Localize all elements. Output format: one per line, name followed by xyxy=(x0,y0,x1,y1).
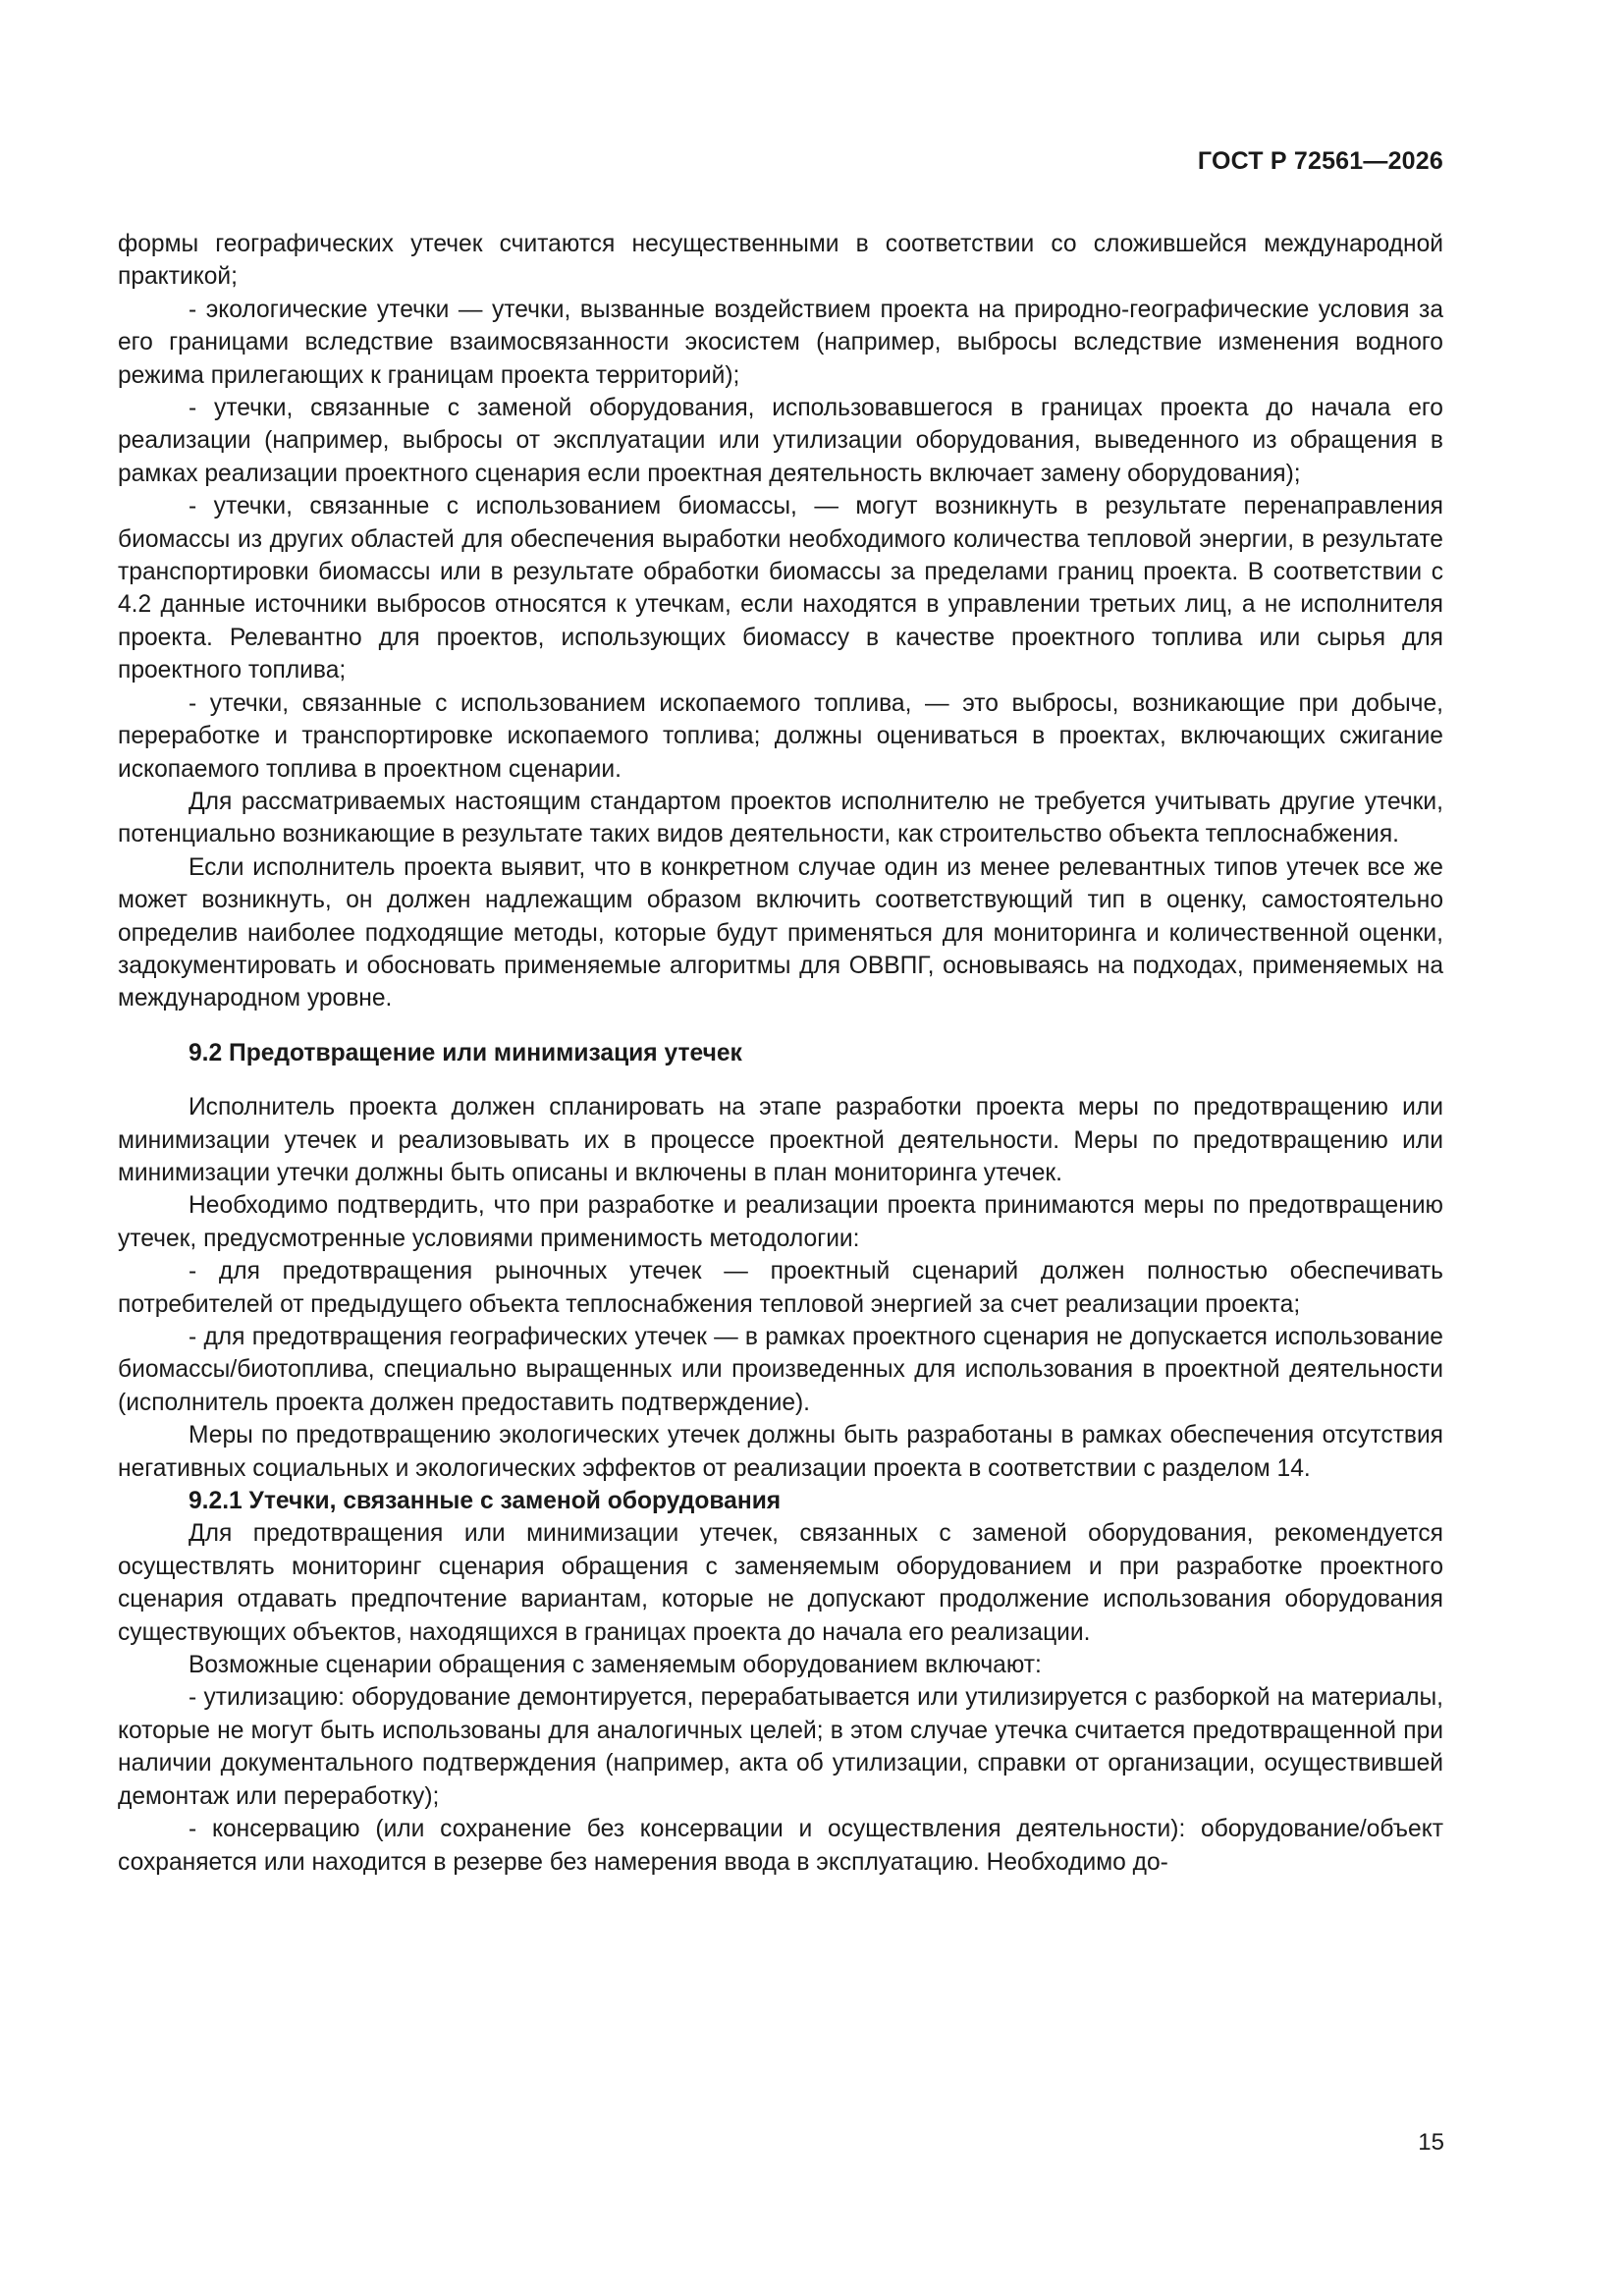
list-item: - утечки, связанные с заменой оборудования, использовавшегося в границах проекта до начала его реализации (например, выбросы от эксплуатации или утилизации оборудования, выведенного из обращения в рамках реализации проектного сценария если проектная деятельность включает замену оборудования); xyxy=(118,395,1443,487)
list-item: - для предотвращения географических утечек — в рамках проектного сценария не допускается использование биомассы/биотоплива, специально выращенных или произведенных для использования в проектной деятельности (исполнитель проекта должен предоставить подтверждение). xyxy=(118,1324,1443,1416)
document-code-header: ГОСТ Р 72561—2026 xyxy=(1197,147,1443,175)
list-item: - для предотвращения рыночных утечек — проектный сценарий должен полностью обеспечивать потребителей от предыдущего объекта теплоснабжения тепловой энергией за счет реализации проекта; xyxy=(118,1258,1443,1318)
paragraph: Для рассматриваемых настоящим стандартом проектов исполнителю не требуется учитывать другие утечки, потенциально возникающие в результате таких видов деятельности, как строительство объекта теплоснабжения. xyxy=(118,788,1443,848)
page-body xyxy=(118,228,1443,1879)
paragraph: формы географических утечек считаются несущественными в соответствии со сложившейся международной практикой; xyxy=(118,231,1443,291)
paragraph: Для предотвращения или минимизации утечек, связанных с заменой оборудования, рекомендуется осуществлять мониторинг сценария обращения с заменяемым оборудованием и при разработке проектного сценария отдавать предпочтение вариантам, которые не допускают продолжение использования оборудования существующих объектов, находящихся в границах проекта до начала его реализации. xyxy=(118,1520,1443,1646)
list-item: - экологические утечки — утечки, вызванные воздействием проекта на природно-географические условия за его границами вследствие взаимосвязанности экосистем (например, выбросы вследствие изменения водного режима прилегающих к границам проекта территорий); xyxy=(118,296,1443,389)
paragraph: Меры по предотвращению экологических утечек должны быть разработаны в рамках обеспечения отсутствия негативных социальных и экологических эффектов от реализации проекта в соответствии с разделом 14. xyxy=(118,1422,1443,1482)
paragraph: Если исполнитель проекта выявит, что в конкретном случае один из менее релевантных типов утечек все же может возникнуть, он должен надлежащим образом включить соответствующий тип в оценку, самостоятельно определив наиболее подходящие методы, которые будут применяться для мониторинга и количественной оценки, задокументировать и обосновать применяемые алгоритмы для ОВВПГ, основываясь на подходах, применяемых на международном уровне. xyxy=(118,853,1443,1012)
paragraph: Исполнитель проекта должен спланировать на этапе разработки проекта меры по предотвращению или минимизации утечек и реализовывать их в процессе проектной деятельности. Меры по предотвращению или минимизации утечки должны быть описаны и включены в план мониторинга утечек. xyxy=(118,1094,1443,1186)
paragraph: Необходимо подтвердить, что при разработке и реализации проекта принимаются меры по предотвращению утечек, предусмотренные условиями применимость методологии: xyxy=(118,1192,1443,1252)
section-heading-9-2-1: 9.2.1 Утечки, связанные с заменой оборудования xyxy=(189,1488,782,1515)
list-item: - утилизацию: оборудование демонтируется, перерабатывается или утилизируется с разборкой на материалы, которые не могут быть использованы для аналогичных целей; в этом случае утечка считается предотвращенной при наличии документального подтверждения (например, акта об утилизации, справки от организации, осуществившей демонтаж или переработку); xyxy=(118,1684,1443,1810)
page-number: 15 xyxy=(1418,2129,1444,2156)
paragraph: Возможные сценарии обращения с заменяемым оборудованием включают: xyxy=(189,1652,1042,1679)
list-item: - консервацию (или сохранение без консервации и осуществления деятельности): оборудование/объект сохраняется или находится в резерве без намерения ввода в эксплуатацию. Необходимо до- xyxy=(118,1816,1443,1876)
list-item: - утечки, связанные с использованием биомассы, — могут возникнуть в результате перенаправления биомассы из других областей для обеспечения выработки необходимого количества тепловой энергии, в результате транспортировки биомассы или в результате обработки биомассы за пределами границ проекта. В соответствии с 4.2 данные источники выбросов относятся к утечкам, если находятся в управлении третьих лиц, а не исполнителя проекта. Релевантно для проектов, использующих биомассу в качестве проектного топлива или сырья для проектного топлива; xyxy=(118,493,1443,684)
section-heading-9-2: 9.2 Предотвращение или минимизация утечек xyxy=(189,1039,742,1066)
list-item: - утечки, связанные с использованием ископаемого топлива, — это выбросы, возникающие при добыче, переработке и транспортировке ископаемого топлива; должны оцениваться в проектах, включающих сжигание ископаемого топлива в проектном сценарии. xyxy=(118,689,1443,783)
